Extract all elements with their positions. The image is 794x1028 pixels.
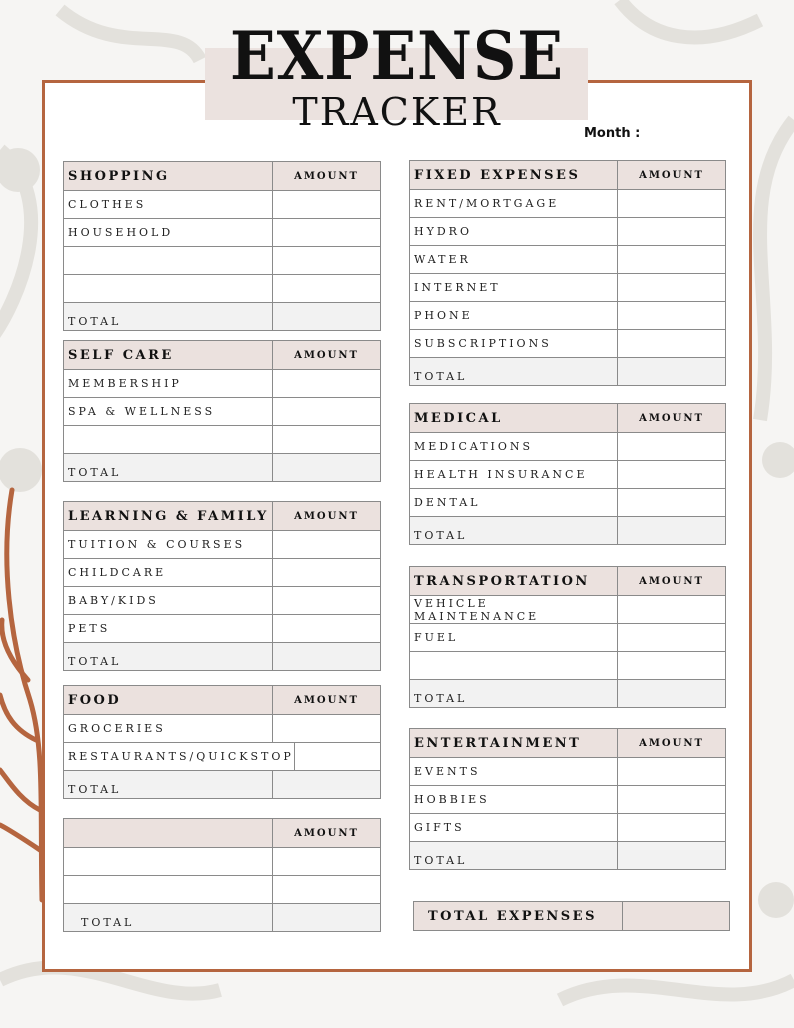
amount-cell[interactable] (273, 615, 380, 642)
blank-table (63, 818, 381, 932)
amount-cell[interactable] (273, 559, 380, 586)
table-header (64, 819, 380, 847)
table-header (64, 341, 380, 369)
total-amount-cell[interactable] (273, 771, 380, 798)
amount-cell[interactable] (295, 743, 380, 770)
row-label[interactable] (64, 426, 273, 453)
row-label: GIFTS (410, 814, 618, 841)
table-row (64, 530, 380, 558)
total-label: TOTAL (410, 680, 618, 707)
amount-cell[interactable] (618, 302, 725, 329)
total-row (64, 453, 380, 481)
table-header (64, 686, 380, 714)
amount-cell[interactable] (618, 246, 725, 273)
table-row (410, 595, 725, 623)
page-subtitle: TRACKER (292, 90, 502, 134)
amount-cell[interactable] (273, 247, 380, 274)
amount-cell[interactable] (618, 814, 725, 841)
table-row (410, 460, 725, 488)
table-row (64, 714, 380, 742)
table-row (410, 273, 725, 301)
table-title: ENTERTAINMENT (410, 729, 618, 757)
table-title: FOOD (64, 686, 273, 714)
table-row (64, 586, 380, 614)
total-amount-cell[interactable] (273, 303, 380, 330)
row-label: CLOTHES (64, 191, 273, 218)
row-label: HYDRO (410, 218, 618, 245)
total-label: TOTAL (410, 517, 618, 544)
row-label[interactable] (64, 876, 273, 903)
row-label: VEHICLE MAINTENANCE (410, 596, 618, 623)
total-amount-cell[interactable] (618, 842, 725, 869)
amount-cell[interactable] (618, 758, 725, 785)
row-label: BABY/KIDS (64, 587, 273, 614)
transportation-table (409, 566, 726, 708)
table-row (410, 301, 725, 329)
table-header (64, 502, 380, 530)
food-table (63, 685, 381, 799)
table-row (64, 847, 380, 875)
amount-cell[interactable] (273, 587, 380, 614)
row-label: SPA & WELLNESS (64, 398, 273, 425)
table-title: SHOPPING (64, 162, 273, 190)
table-row (410, 651, 725, 679)
table-row (64, 369, 380, 397)
amount-cell[interactable] (618, 461, 725, 488)
table-row (64, 397, 380, 425)
total-row (410, 841, 725, 869)
amount-cell[interactable] (273, 370, 380, 397)
row-label: HEALTH INSURANCE (410, 461, 618, 488)
table-row (64, 190, 380, 218)
table-row (64, 558, 380, 586)
row-label[interactable] (410, 652, 618, 679)
amount-header: AMOUNT (639, 169, 704, 181)
table-title: MEDICAL (410, 404, 618, 432)
amount-cell[interactable] (273, 219, 380, 246)
row-label: RENT/MORTGAGE (410, 190, 618, 217)
table-header (410, 161, 725, 189)
total-row (410, 357, 725, 385)
row-label: EVENTS (410, 758, 618, 785)
vine-decoration (0, 480, 60, 910)
total-amount-cell[interactable] (618, 358, 725, 385)
table-title: SELF CARE (64, 341, 273, 369)
total-row (64, 302, 380, 330)
table-row (64, 246, 380, 274)
amount-header: AMOUNT (294, 694, 359, 706)
amount-cell[interactable] (273, 715, 380, 742)
table-row (410, 189, 725, 217)
grand-total-label: TOTAL EXPENSES (414, 902, 623, 930)
table-row (410, 785, 725, 813)
amount-cell[interactable] (618, 218, 725, 245)
amount-cell[interactable] (273, 531, 380, 558)
row-label: GROCERIES (64, 715, 273, 742)
table-row (64, 614, 380, 642)
row-label: DENTAL (410, 489, 618, 516)
table-row (64, 425, 380, 453)
total-row (410, 516, 725, 544)
total-label: TOTAL (64, 771, 273, 798)
total-row (64, 903, 380, 931)
table-row (64, 742, 380, 770)
table-row (410, 217, 725, 245)
amount-cell[interactable] (273, 848, 380, 875)
amount-cell[interactable] (273, 275, 380, 302)
row-label: CHILDCARE (64, 559, 273, 586)
table-row (64, 218, 380, 246)
table-title: FIXED EXPENSES (410, 161, 618, 189)
shopping-table (63, 161, 381, 331)
total-amount-cell[interactable] (273, 454, 380, 481)
row-label: SUBSCRIPTIONS (410, 330, 618, 357)
row-label: MEMBERSHIP (64, 370, 273, 397)
amount-cell[interactable] (273, 876, 380, 903)
table-title: TRANSPORTATION (410, 567, 618, 595)
amount-cell[interactable] (618, 786, 725, 813)
table-header (410, 404, 725, 432)
amount-cell[interactable] (618, 274, 725, 301)
amount-cell[interactable] (618, 596, 725, 623)
amount-cell[interactable] (273, 191, 380, 218)
total-label: TOTAL (64, 643, 273, 670)
amount-header: AMOUNT (294, 827, 359, 839)
table-row (410, 245, 725, 273)
total-row (410, 679, 725, 707)
month-label: Month : (584, 126, 641, 141)
table-row (410, 432, 725, 460)
total-row (64, 642, 380, 670)
row-label: PHONE (410, 302, 618, 329)
amount-header: AMOUNT (639, 737, 704, 749)
total-amount-cell[interactable] (273, 643, 380, 670)
row-label[interactable] (64, 247, 273, 274)
row-label: HOUSEHOLD (64, 219, 273, 246)
table-row (410, 329, 725, 357)
total-label: TOTAL (64, 454, 273, 481)
entertainment-table (409, 728, 726, 870)
amount-cell[interactable] (273, 398, 380, 425)
table-header (410, 729, 725, 757)
total-label: TOTAL (410, 358, 618, 385)
row-label: HOBBIES (410, 786, 618, 813)
table-row (64, 875, 380, 903)
self-care-table (63, 340, 381, 482)
total-amount-cell[interactable] (618, 517, 725, 544)
row-label: WATER (410, 246, 618, 273)
table-header (64, 162, 380, 190)
table-row (410, 488, 725, 516)
row-label: RESTAURANTS/QUICKSTOP (64, 743, 295, 770)
amount-header: AMOUNT (294, 170, 359, 182)
amount-header: AMOUNT (639, 575, 704, 587)
amount-cell[interactable] (618, 433, 725, 460)
total-label: TOTAL (64, 303, 273, 330)
amount-cell[interactable] (273, 426, 380, 453)
total-row (64, 770, 380, 798)
table-title (64, 819, 273, 847)
amount-header: AMOUNT (639, 412, 704, 424)
row-label: PETS (64, 615, 273, 642)
medical-table (409, 403, 726, 545)
row-label[interactable] (64, 848, 273, 875)
amount-header: AMOUNT (294, 510, 359, 522)
row-label[interactable] (64, 275, 273, 302)
row-label: INTERNET (410, 274, 618, 301)
table-row (64, 274, 380, 302)
table-row (410, 623, 725, 651)
table-row (410, 757, 725, 785)
grand-total-amount-cell[interactable] (623, 902, 729, 930)
amount-cell[interactable] (618, 330, 725, 357)
total-amount-cell[interactable] (618, 680, 725, 707)
learning-family-table (63, 501, 381, 671)
row-label: MEDICATIONS (410, 433, 618, 460)
table-title: LEARNING & FAMILY (64, 502, 273, 530)
row-label: FUEL (410, 624, 618, 651)
amount-header: AMOUNT (294, 349, 359, 361)
page-title: EXPENSE (229, 18, 565, 96)
total-label: TOTAL (64, 904, 273, 931)
amount-cell[interactable] (618, 489, 725, 516)
fixed-expenses-table (409, 160, 726, 386)
table-header (410, 567, 725, 595)
amount-cell[interactable] (618, 624, 725, 651)
amount-cell[interactable] (618, 652, 725, 679)
grand-total-table (413, 901, 730, 931)
table-row (410, 813, 725, 841)
total-amount-cell[interactable] (273, 904, 380, 931)
row-label: TUITION & COURSES (64, 531, 273, 558)
amount-cell[interactable] (618, 190, 725, 217)
total-label: TOTAL (410, 842, 618, 869)
